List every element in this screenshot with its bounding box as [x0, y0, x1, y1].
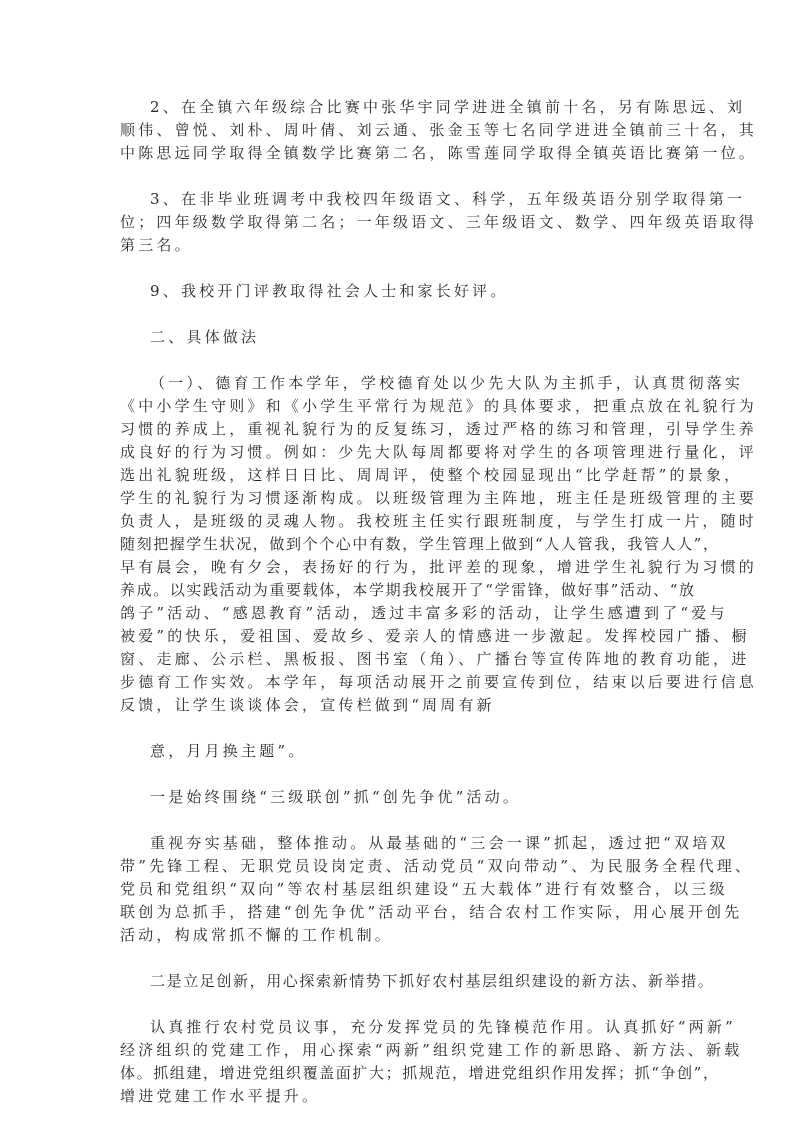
- text-line: 养成。以实践活动为重要载体，本学期我校展开了“学雷锋，做好事”活动、“放: [120, 581, 696, 599]
- text-line: 认真推行农村党员议事，充分发挥党员的先锋模范作用。认真抓好“两新”: [150, 1018, 736, 1036]
- text-line: 成良好的行为习惯。例如：少先大队每周都要将对学生的各项管理进行量化，评: [120, 443, 758, 461]
- text-line: 体。抓组建，增进党组织覆盖面扩大；抓规范，增进党组织作用发挥；抓“争创”，: [120, 1064, 720, 1082]
- text-line: 选出礼貌班级，这样日日比、周周评，使整个校园显现出“比学赶帮”的景象，: [120, 466, 743, 484]
- paragraph-point-two: [120, 970, 715, 993]
- text-line: 2、在全镇六年级综合比赛中张华宇同学进进全镇前十名，另有陈思远、刘: [150, 98, 746, 116]
- paragraph-item-2: [120, 96, 758, 165]
- text-line: 习惯的养成上，重视礼貌行为的反复练习，透过严格的练习和管理，引导学生养: [120, 420, 758, 438]
- text-line: 随刻把握学生状况，做到个个心中有数，学生管理上做到“人人管我，我管人人”，: [120, 535, 720, 553]
- text-line: 步德育工作实效。本学年，每项活动展开之前要宣传到位，结束以后要进行信息: [120, 673, 758, 691]
- paragraph-continuation: [120, 740, 676, 763]
- text-line: 第三名。: [120, 236, 193, 254]
- paragraph-moral-education: [120, 372, 758, 717]
- paragraph-foundation: [120, 832, 754, 947]
- text-line: 一是始终围绕“三级联创”抓“创先争优”活动。: [150, 788, 522, 806]
- paragraph-point-one: [120, 786, 676, 809]
- heading-text: 二、具体做法: [150, 328, 260, 346]
- text-line: 鸽子”活动、“感恩教育”活动，透过丰富多彩的活动，让学生感遭到了“爱与: [120, 604, 728, 622]
- text-line: 早有晨会，晚有夕会，表扬好的行为，批评差的现象，增进学生礼貌行为习惯的: [120, 558, 758, 576]
- text-line: 反馈，让学生谈谈体会，宣传栏做到“周周有新: [120, 696, 495, 714]
- text-line: 重视夯实基础，整体推动。从最基础的“三会一课”抓起，透过把“双培双: [150, 834, 729, 852]
- text-line: 9、我校开门评教取得社会人士和家长好评。: [150, 282, 509, 300]
- text-line: 学生的礼貌行为习惯逐渐构成。以班级管理为主阵地，班主任是班级管理的主要: [120, 489, 758, 507]
- text-line: 《中小学生守则》和《小学生平常行为规范》的具体要求，把重点放在礼貌行为: [120, 397, 758, 415]
- text-line: 顺伟、曾悦、刘朴、周叶倩、刘云通、张金玉等七名同学进进全镇前三十名，其: [120, 121, 758, 139]
- text-line: 被爱”的快乐，爱祖国、爱故乡、爱亲人的情感进一步激起。发挥校园广播、橱: [120, 627, 750, 645]
- text-line: 中陈思远同学取得全镇数学比赛第二名，陈雪莲同学取得全镇英语比赛第一位。: [120, 144, 758, 162]
- text-line: 意，月月换主题”。: [150, 742, 307, 760]
- text-line: 带”先锋工程、无职党员设岗定责、活动党员“双向带动”、为民服务全程代理、: [120, 857, 754, 875]
- text-line: （一）、德育工作本学年，学校德育处以少先大队为主抓手，认真贯彻落实: [150, 374, 744, 392]
- text-line: 联创为总抓手，搭建“创先争优”活动平台，结合农村工作实际，用心展开创先: [120, 903, 743, 921]
- text-line: 经济组织的党建工作，用心探索“两新”组织党建工作的新思路、新方法、新载: [120, 1041, 743, 1059]
- text-line: 3、在非毕业班调考中我校四年级语文、科学，五年级英语分别学取得第一: [150, 190, 746, 208]
- text-line: 活动，构成常抓不懈的工作机制。: [120, 926, 394, 944]
- paragraph-item-9: [120, 280, 676, 303]
- document-page: [120, 96, 758, 1131]
- section-heading-methods: [120, 326, 676, 349]
- text-line: 位；四年级数学取得第二名；一年级语文、三年级语文、数学、四年级英语取得: [120, 213, 758, 231]
- text-line: 二是立足创新，用心探索新情势下抓好农村基层组织建设的新方法、新举措。: [150, 972, 715, 990]
- paragraph-party-members: [120, 1016, 743, 1108]
- paragraph-item-3: [120, 188, 758, 257]
- text-line: 增进党建工作水平提升。: [120, 1087, 321, 1105]
- text-line: 党员和党组织“双向”等农村基层组织建设“五大载体”进行有效整合，以三级: [120, 880, 728, 898]
- text-line: 窗、走廊、公示栏、黑板报、图书室（角）、广播台等宣传阵地的教育功能，进: [120, 650, 750, 668]
- text-line: 负责人，是班级的灵魂人物。我校班主任实行跟班制度，与学生打成一片，随时: [120, 512, 758, 530]
